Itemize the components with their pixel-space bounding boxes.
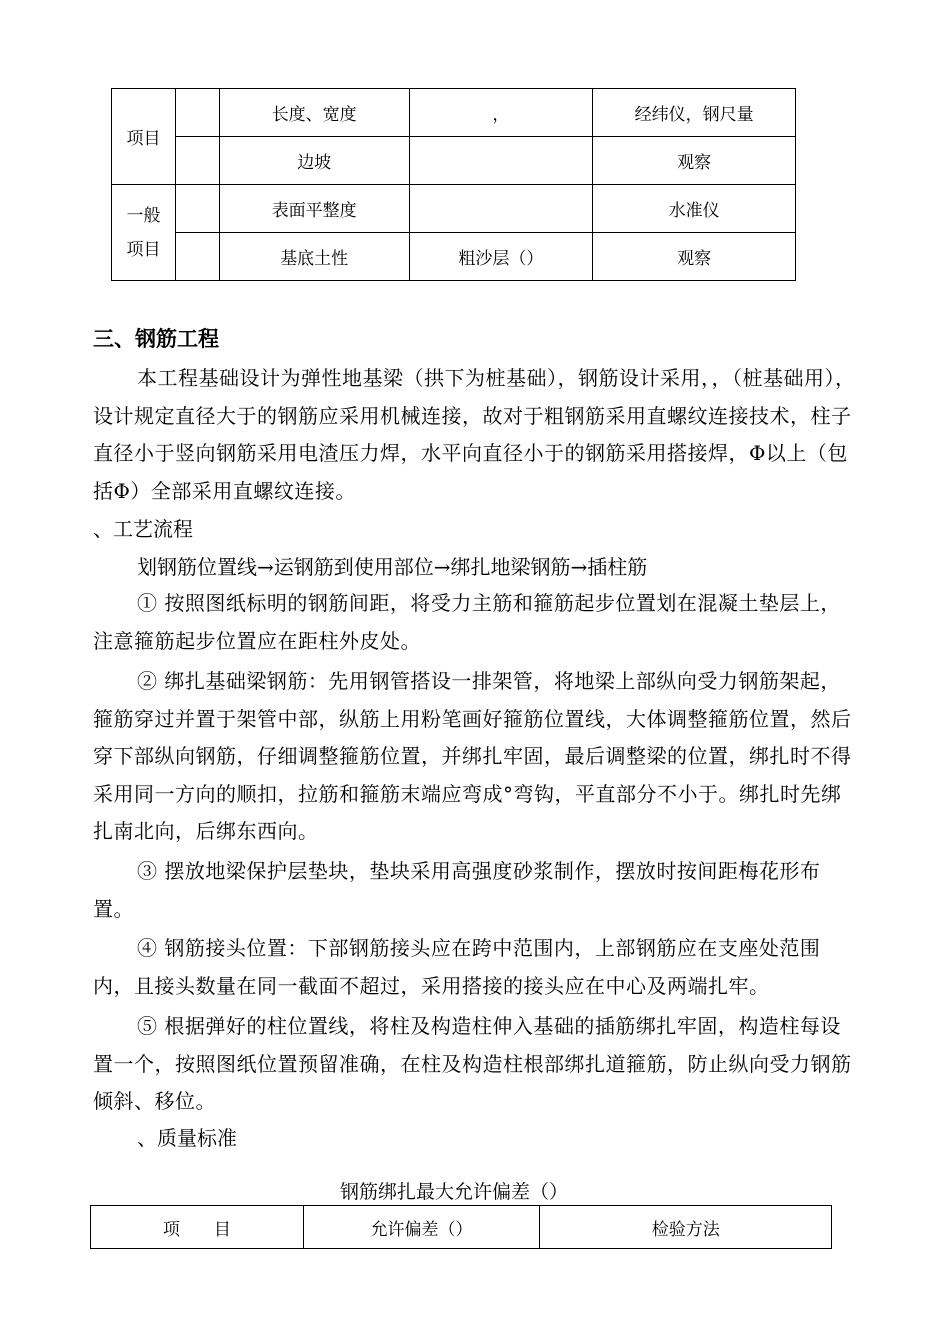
column-header: 检验方法 [540,1206,832,1249]
table-cell [175,137,219,185]
intro-paragraph: 本工程基础设计为弹性地基梁（拱下为桩基础），钢筋设计采用，，（桩基础用），设计规定直径大于的钢筋应采用机械连接，故对于粗钢筋采用直螺纹连接技术，柱子直径小于竖向钢筋采用电渣压力焊，水平向直径小于的钢筋采用搭接焊，Φ以上（包括Φ）全部采用直螺纹连接。 [93,366,856,503]
inspection-table [111,88,796,281]
table-cell: 水准仪 [593,185,796,233]
table-cell: ， [409,89,593,137]
step-paragraph: ③ 摆放地梁保护层垫块，垫块采用高强度砂浆制作，摆放时按间距梅花形布置。 [93,859,821,921]
table-header-row [91,1206,832,1249]
step-paragraph: ② 绑扎基础梁钢筋：先用钢管搭设一排架管，将地梁上部纵向受力钢筋架起，箍筋穿过并置于架管中部，纵筋上用粉笔画好箍筋位置线，大体调整箍筋位置，然后穿下部纵向钢筋，仔细调整箍筋位置，并绑扎牢固，最后调整梁的位置，绑扎时不得采用同一方向的顺扣，拉筋和箍筋末端应弯成°弯钩，平直部分不小于。绑扎时先绑扎南北向，后绑东西向。 [93,669,852,843]
table-caption: 钢筋绑扎最大允许偏差（） [340,1181,569,1203]
column-header: 项 目 [91,1206,304,1249]
table-cell: 观察 [593,137,796,185]
table-cell: 表面平整度 [219,185,409,233]
column-header: 允许偏差（） [303,1206,540,1249]
subheading-process: 、工艺流程 [93,517,193,541]
table-cell: 边坡 [219,137,409,185]
tolerance-table [90,1205,832,1249]
process-flow: 划钢筋位置线→运钢筋到使用部位→绑扎地梁钢筋→插柱筋 [137,555,648,579]
step-paragraph: ④ 钢筋接头位置：下部钢筋接头应在跨中范围内，上部钢筋应在支座处范围内，且接头数量在同一截面不超过，采用搭接的接头应在中心及两端扎牢。 [93,936,821,998]
table-row [112,233,796,281]
row-group-label: 项目 [112,89,176,185]
row-group-label: 一般 项目 [112,185,176,281]
table-cell: 经纬仪，钢尺量 [593,89,796,137]
section-heading: 三、钢筋工程 [93,327,219,351]
subheading-quality: 、质量标准 [137,1126,237,1150]
table-cell [175,233,219,281]
table-row [112,137,796,185]
table-cell: 长度、宽度 [219,89,409,137]
step-paragraph: ⑤ 根据弹好的柱位置线，将柱及构造柱伸入基础的插筋绑扎牢固，构造柱每设置一个，按照图纸位置预留准确，在柱及构造柱根部绑扎道箍筋，防止纵向受力钢筋倾斜、移位。 [93,1014,852,1113]
table-cell: 观察 [593,233,796,281]
table-cell: 基底土性 [219,233,409,281]
table-row [112,185,796,233]
table-cell [409,185,593,233]
table-row [112,89,796,137]
table-cell [175,89,219,137]
table-cell: 粗沙层（） [409,233,593,281]
table-cell [409,137,593,185]
table-cell [175,185,219,233]
step-paragraph: ① 按照图纸标明的钢筋间距，将受力主筋和箍筋起步位置划在混凝土垫层上，注意箍筋起步位置应在距柱外皮处。 [93,591,841,653]
